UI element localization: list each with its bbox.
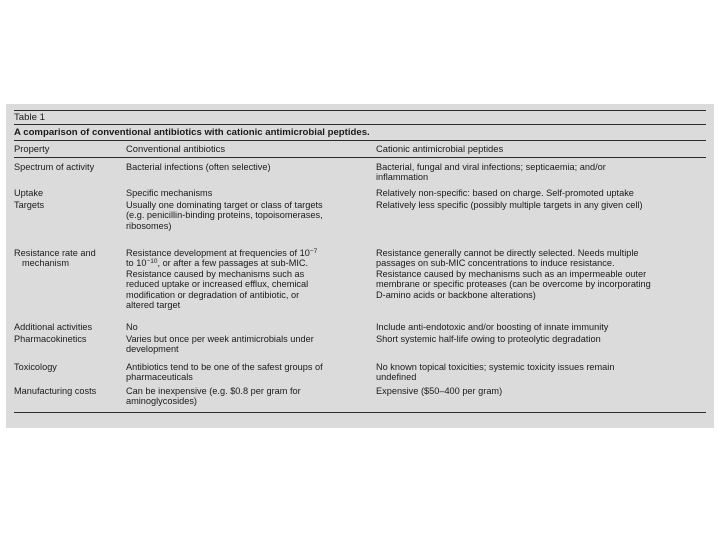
- caption-rule: [14, 140, 706, 141]
- cell-line: Bacterial, fungal and viral infections; septicaemia; and/or: [376, 162, 606, 172]
- row-manufacturing-property: [14, 386, 96, 396]
- row-toxicology-cationic: [376, 362, 614, 383]
- resistance-frequency-line-1: [126, 248, 317, 258]
- cell-line: Pharmacokinetics: [14, 334, 87, 344]
- row-resistance-property: [14, 248, 96, 269]
- row-toxicology-property: [14, 362, 57, 372]
- cell-line: (e.g. penicillin-binding proteins, topoisomerases,: [126, 210, 323, 221]
- cell-line: reduced uptake or increased efflux, chemical: [126, 279, 309, 290]
- cell-line: Expensive ($50–400 per gram): [376, 386, 503, 396]
- cell-line: Resistance caused by mechanisms such as an impermeable outer: [376, 268, 647, 279]
- cell-line: inflammation: [376, 172, 429, 183]
- cell-line: pharmaceuticals: [126, 372, 193, 383]
- rate-text: Resistance development at frequencies of 10: [126, 248, 310, 258]
- header-cationic: Cationic antimicrobial peptides: [376, 143, 504, 154]
- cell-line: Short systemic half-life owing to proteolytic degradation: [376, 334, 601, 344]
- row-resistance-cationic: [376, 248, 651, 300]
- row-resistance-conventional: [126, 248, 317, 310]
- row-additional-conventional: [126, 322, 138, 332]
- cell-line: Relatively less specific (possibly multiple targets in any given cell): [376, 200, 643, 210]
- cell-line: Additional activities: [14, 322, 93, 332]
- cell-line: Manufacturing costs: [14, 386, 97, 396]
- cell-line: undefined: [376, 372, 417, 383]
- rate-exponent: −7: [309, 248, 318, 255]
- cell-line: No: [126, 322, 138, 332]
- rate-text: to 10: [126, 258, 147, 269]
- header-conventional: Conventional antibiotics: [126, 143, 226, 154]
- cell-line: Resistance generally cannot be directly selected. Needs multiple: [376, 248, 639, 258]
- cell-line: Include anti-endotoxic and/or boosting of innate immunity: [376, 322, 609, 332]
- row-additional-property: [14, 322, 92, 332]
- row-spectrum-property: [14, 162, 94, 172]
- cell-line: passages on sub-MIC concentrations to induce resistance.: [376, 258, 615, 269]
- row-targets-property: [14, 200, 44, 210]
- cell-line: altered target: [126, 300, 181, 311]
- cell-line: aminoglycosides): [126, 396, 197, 407]
- row-uptake-cationic: [376, 188, 634, 198]
- header-rule: [14, 157, 706, 158]
- row-toxicology-conventional: [126, 362, 323, 383]
- cell-line: ribosomes): [126, 220, 172, 231]
- row-pharmacokinetics-cationic: [376, 334, 601, 344]
- cell-line: Specific mechanisms: [126, 188, 213, 198]
- cell-line: Toxicology: [14, 362, 57, 372]
- row-manufacturing-conventional: [126, 386, 301, 407]
- table-caption: A comparison of conventional antibiotics with cationic antimicrobial peptides.: [14, 127, 370, 138]
- cell-line: development: [126, 344, 179, 355]
- rate-exponent: −10: [146, 258, 158, 266]
- cell-line: No known topical toxicities; systemic toxicity issues remain: [376, 362, 615, 372]
- rate-text: , or after a few passages at sub-MIC.: [157, 258, 309, 269]
- label-rule: [14, 124, 706, 125]
- cell-line: modification or degradation of antibiotic, or: [126, 289, 300, 300]
- cell-line: mechanism: [22, 258, 69, 269]
- row-additional-cationic: [376, 322, 608, 332]
- cell-line: Spectrum of activity: [14, 162, 95, 172]
- row-targets-conventional: [126, 200, 323, 231]
- row-uptake-property: [14, 188, 43, 198]
- cell-line: Antibiotics tend to be one of the safest groups of: [126, 362, 323, 372]
- cell-line: Uptake: [14, 188, 44, 198]
- row-spectrum-conventional: [126, 162, 271, 172]
- top-rule: [14, 110, 706, 111]
- row-uptake-conventional: [126, 188, 212, 198]
- cell-line: D-amino acids or backbone alterations): [376, 289, 536, 300]
- cell-line: Can be inexpensive (e.g. $0.8 per gram for: [126, 386, 301, 396]
- row-pharmacokinetics-conventional: [126, 334, 314, 355]
- row-pharmacokinetics-property: [14, 334, 87, 344]
- cell-line: Resistance caused by mechanisms such as: [126, 268, 305, 279]
- bottom-rule: [14, 412, 706, 413]
- cell-line: Targets: [14, 200, 45, 210]
- cell-line: Relatively non-specific: based on charge. Self-promoted uptake: [376, 188, 634, 198]
- cell-line: Usually one dominating target or class of targets: [126, 200, 323, 210]
- cell-line: Varies but once per week antimicrobials under: [126, 334, 314, 344]
- resistance-frequency-line-2: [126, 258, 317, 268]
- row-spectrum-cationic: [376, 162, 606, 183]
- table-panel: [6, 104, 714, 428]
- cell-line: Resistance rate and: [14, 248, 96, 258]
- row-targets-cationic: [376, 200, 643, 210]
- row-manufacturing-cationic: [376, 386, 502, 396]
- header-property: Property: [14, 143, 50, 154]
- cell-line: Bacterial infections (often selective): [126, 162, 271, 172]
- cell-line: membrane or specific proteases (can be overcome by incorporating: [376, 279, 651, 290]
- table-label: Table 1: [14, 112, 45, 123]
